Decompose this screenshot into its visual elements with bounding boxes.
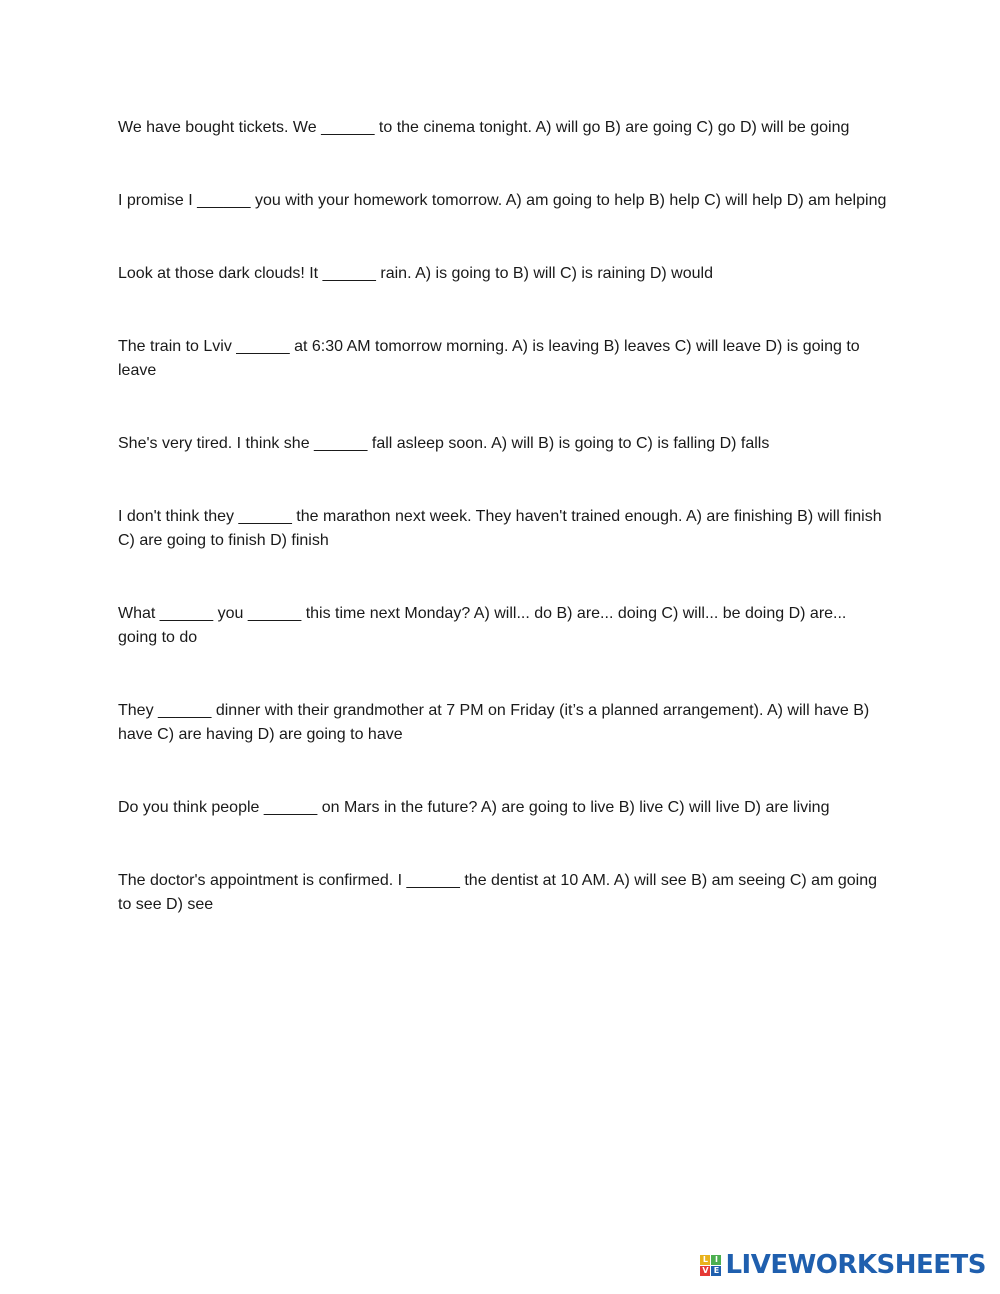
question-3: Look at those dark clouds! It ______ rain. A) is going to B) will C) is raining D) would [118, 265, 713, 282]
logo-text: LIVEWORKSHEETS [725, 1250, 986, 1280]
logo-mark-e: E [711, 1266, 721, 1276]
question-1: We have bought tickets. We ______ to the cinema tonight. A) will go B) are going C) go D) will be going [118, 119, 850, 136]
question-2: I promise I ______ you with your homework tomorrow. A) am going to help B) help C) will help D) am helping [118, 192, 887, 209]
question-9: Do you think people ______ on Mars in the future? A) are going to live B) live C) will live D) are living [118, 799, 830, 816]
question-10: The doctor's appointment is confirmed. I ______ the dentist at 10 AM. A) will see B) am seeing C) am going to see D) see [118, 872, 877, 913]
question-5: She's very tired. I think she ______ fall asleep soon. A) will B) is going to C) is falling D) falls [118, 435, 770, 452]
logo-mark-v: V [702, 1265, 709, 1275]
question-4: The train to Lviv ______ at 6:30 AM tomorrow morning. A) is leaving B) leaves C) will leave D) is going to leave [118, 338, 860, 379]
liveworksheets-logo [700, 1250, 986, 1280]
logo-mark-i: I [711, 1255, 721, 1265]
liveworksheets-logo-icon [700, 1255, 721, 1276]
question-8: They ______ dinner with their grandmother at 7 PM on Friday (it’s a planned arrangement). A) will have B) have C) are having D) are going to have [118, 702, 870, 743]
question-list [118, 116, 888, 966]
question-6: I don't think they ______ the marathon next week. They haven't trained enough. A) are finishing B) will finish C) are going to finish D) finish [118, 508, 882, 549]
question-7: What ______ you ______ this time next Monday? A) will... do B) are... doing C) will... be doing D) are... going to do [118, 605, 847, 646]
logo-mark-l: L [700, 1255, 710, 1265]
